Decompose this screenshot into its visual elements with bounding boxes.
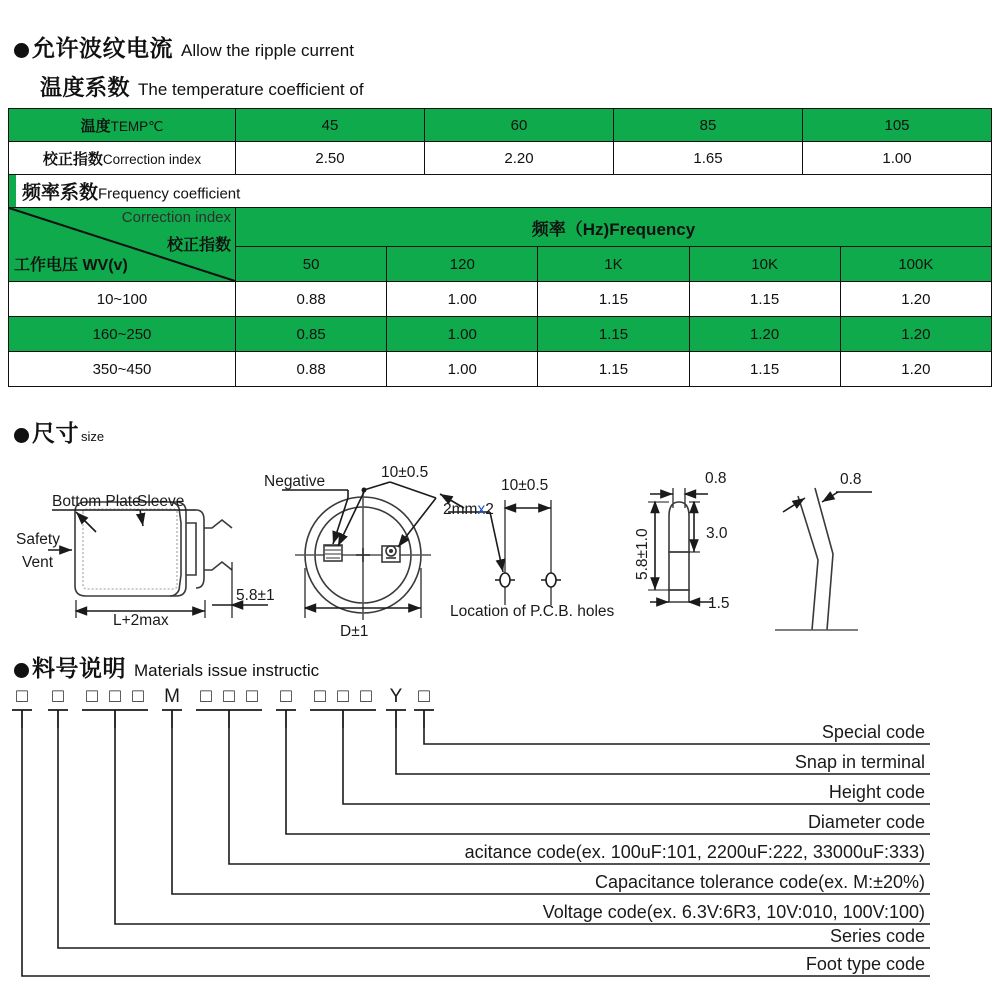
dim-hole-size: 2mmx2 xyxy=(443,501,494,518)
row-header-temperature: 温度TEMP℃ xyxy=(9,109,236,142)
coefficient-value: 1.15 xyxy=(689,282,840,317)
dim-diameter: D±1 xyxy=(340,623,369,640)
coefficient-value: 1.00 xyxy=(387,317,538,352)
size-title-cn: 尺寸 xyxy=(32,420,79,446)
dim-pitch-topview: 10±0.5 xyxy=(381,464,429,481)
correction-value: 1.65 xyxy=(614,142,803,175)
coefficient-value: 1.00 xyxy=(387,352,538,387)
bullet-icon xyxy=(14,428,29,443)
label-safety: Safety xyxy=(16,531,60,548)
code-box: □ xyxy=(52,686,64,707)
code-box: □ xyxy=(16,686,28,707)
code-box: □ xyxy=(109,686,121,707)
callout-series-code: Series code xyxy=(829,926,925,946)
coefficient-value: 0.88 xyxy=(236,282,387,317)
row-header-correction-index: 校正指数Correction index xyxy=(9,142,236,175)
coefficient-value: 1.15 xyxy=(689,352,840,387)
materials-title-en: Materials issue instructic xyxy=(134,661,320,680)
correction-value: 2.20 xyxy=(425,142,614,175)
frequency-coefficient-title-en: Frequency coefficient xyxy=(98,185,241,203)
ripple-current-title-cn: 允许波纹电流 xyxy=(32,35,173,61)
code-box: □ xyxy=(418,686,430,707)
table-row-freq-title xyxy=(9,208,992,247)
coefficient-value: 1.00 xyxy=(387,282,538,317)
frequency-header: 100K xyxy=(840,247,991,282)
table-row-temperature xyxy=(9,109,992,142)
temp-value: 60 xyxy=(425,109,614,142)
coefficient-value: 0.85 xyxy=(236,317,387,352)
frequency-header: 10K xyxy=(689,247,840,282)
coefficient-value: 0.88 xyxy=(236,352,387,387)
correction-value: 2.50 xyxy=(236,142,425,175)
frequency-coefficient-table xyxy=(8,207,992,387)
callout-foot-type-code: Foot type code xyxy=(805,954,925,974)
dim-lead-spacing: 5.8±1 xyxy=(236,587,275,604)
coefficient-value: 1.20 xyxy=(689,317,840,352)
corner-label-voltage: 工作电压 WV(v) xyxy=(14,257,128,274)
dimension-drawings xyxy=(0,450,1000,655)
frequency-group-header: 频率（Hz)Frequency xyxy=(236,208,992,247)
code-box: □ xyxy=(132,686,144,707)
dim-bent-width: 0.8 xyxy=(840,471,862,488)
coefficient-value: 1.15 xyxy=(538,317,689,352)
temp-coefficient-title-cn: 温度系数 xyxy=(40,75,131,100)
dim-terminal-total: 5.8±1.0 xyxy=(634,528,651,580)
callout-diameter-code: Diameter code xyxy=(807,812,925,832)
code-box: □ xyxy=(223,686,235,707)
table-row-correction-index xyxy=(9,142,992,175)
drawings-svg xyxy=(0,450,1000,650)
callout-capacitance-code: acitance code(ex. 100uF:101, 2200uF:222, 33000uF:333) xyxy=(464,842,925,862)
code-letter-m: M xyxy=(164,686,180,707)
part-number-decoder xyxy=(0,676,1000,986)
callout-voltage-code: Voltage code(ex. 6.3V:6R3, 10V:010, 100V:100) xyxy=(542,902,925,922)
label-vent: Vent xyxy=(22,554,54,571)
callout-tolerance-code: Capacitance tolerance code(ex. M:±20%) xyxy=(594,872,925,892)
code-box: □ xyxy=(246,686,258,707)
part-number-svg xyxy=(0,676,1000,986)
table-row xyxy=(9,352,992,387)
label-sleeve: Sleeve xyxy=(137,493,185,510)
ripple-current-heading xyxy=(14,30,354,63)
callout-special-code: Special code xyxy=(821,722,925,742)
voltage-range: 10~100 xyxy=(9,282,236,317)
temp-value: 105 xyxy=(803,109,992,142)
corner-label-correction-cn: 校正指数 xyxy=(166,237,231,254)
frequency-header: 1K xyxy=(538,247,689,282)
coefficient-value: 1.15 xyxy=(538,352,689,387)
table-row xyxy=(9,317,992,352)
size-heading xyxy=(14,415,104,448)
voltage-range: 350~450 xyxy=(9,352,236,387)
frequency-header: 50 xyxy=(236,247,387,282)
coefficient-value: 1.20 xyxy=(840,352,991,387)
table-row xyxy=(9,282,992,317)
code-box: □ xyxy=(280,686,292,707)
ripple-current-title-en: Allow the ripple current xyxy=(181,41,354,60)
temperature-coefficient-table xyxy=(8,108,992,175)
temp-value: 85 xyxy=(614,109,803,142)
temp-value: 45 xyxy=(236,109,425,142)
size-title-en: size xyxy=(81,429,105,444)
temp-coefficient-title-en: The temperature coefficient of xyxy=(138,80,364,99)
dim-pitch-pcb: 10±0.5 xyxy=(501,477,549,494)
green-accent-strip xyxy=(9,175,16,207)
dim-length: L+2max xyxy=(113,612,169,629)
code-box: □ xyxy=(360,686,372,707)
coefficient-value: 1.20 xyxy=(840,282,991,317)
code-box: □ xyxy=(337,686,349,707)
callout-height-code: Height code xyxy=(828,782,925,802)
code-letter-y: Y xyxy=(389,686,403,707)
dim-terminal-tip: 3.0 xyxy=(706,525,728,542)
materials-title-cn: 料号说明 xyxy=(32,655,126,681)
code-box: □ xyxy=(200,686,212,707)
voltage-range: 160~250 xyxy=(9,317,236,352)
corner-header-cell xyxy=(9,208,236,282)
correction-value: 1.00 xyxy=(803,142,992,175)
coefficient-value: 1.15 xyxy=(538,282,689,317)
caption-pcb-holes: Location of P.C.B. holes xyxy=(450,603,615,620)
temp-coefficient-heading xyxy=(40,71,364,102)
coefficient-value: 1.20 xyxy=(840,317,991,352)
callout-snap-in-terminal: Snap in terminal xyxy=(794,752,925,772)
frequency-header: 120 xyxy=(387,247,538,282)
corner-label-correction-en: Correction index xyxy=(121,209,231,226)
label-negative: Negative xyxy=(264,473,326,490)
frequency-coefficient-title-bar xyxy=(8,175,992,208)
label-bottom-plate: Bottom Plate xyxy=(52,493,141,510)
dim-terminal-base: 1.5 xyxy=(708,595,730,612)
dim-terminal-width: 0.8 xyxy=(705,470,727,487)
code-box: □ xyxy=(314,686,326,707)
code-box: □ xyxy=(86,686,98,707)
bullet-icon xyxy=(14,43,29,58)
frequency-coefficient-title-cn: 频率系数 xyxy=(22,182,99,204)
